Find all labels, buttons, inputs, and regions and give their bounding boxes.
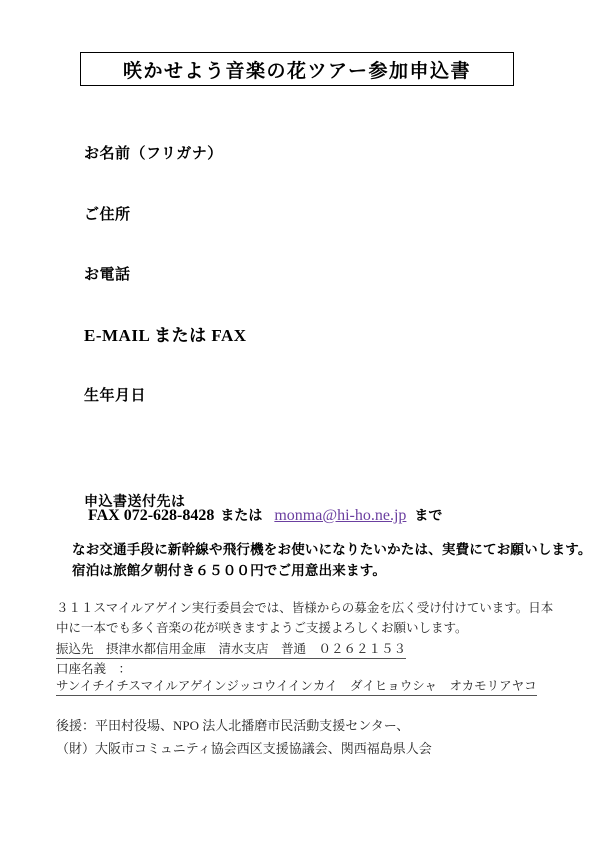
account-name-label: 口座名義 ：: [56, 662, 132, 676]
until-label: まで: [414, 508, 443, 524]
bank-transfer-text: 振込先 摂津水都信用金庫 清水支店 普通 ０２６２１５３: [56, 639, 406, 659]
account-name-value-wrap: [56, 676, 537, 696]
page-title: 咲かせよう音楽の花ツアー参加申込書: [123, 59, 471, 82]
field-label-address: ご住所: [84, 205, 131, 223]
field-label-name: お名前（フリガナ）: [84, 144, 223, 162]
note-transport: なお交通手段に新幹線や飛行機をお使いになりたいかたは、実費にてお願いします。: [72, 542, 592, 558]
email-link[interactable]: monma@hi-ho.ne.jp: [274, 507, 407, 524]
field-label-email-fax: E-MAIL または FAX: [84, 326, 247, 345]
support-line-2: （財）大阪市コミュニティ協会西区支援協議会、関西福島県人会: [56, 741, 432, 756]
donation-paragraph-line-2: 中に一本でも多く音楽の花が咲きますようご支援よろしくお願いします。: [56, 621, 468, 635]
send-to-line: [88, 505, 442, 525]
donation-paragraph-line-1: ３１１スマイルアゲイン実行委員会では、皆様からの募金を広く受け付けています。日本: [56, 601, 554, 615]
fax-number: FAX 072-628-8428: [88, 507, 215, 524]
note-lodging: 宿泊は旅館夕朝付き６５００円でご用意出来ます。: [72, 563, 387, 579]
field-label-phone: お電話: [84, 265, 131, 283]
send-to-heading: 申込書送付先は: [84, 494, 186, 510]
or-label: または: [220, 508, 263, 524]
field-label-birthdate: 生年月日: [84, 386, 147, 404]
bank-transfer-info: [56, 639, 406, 659]
account-name-value: サンイチイチスマイルアゲインジッコウイインカイ ダイヒョウシャ オカモリアヤコ: [56, 676, 537, 696]
support-line-1: 後援：平田村役場、NPO 法人北播磨市民活動支援センター、: [56, 718, 410, 733]
document-title-box: [80, 52, 514, 86]
